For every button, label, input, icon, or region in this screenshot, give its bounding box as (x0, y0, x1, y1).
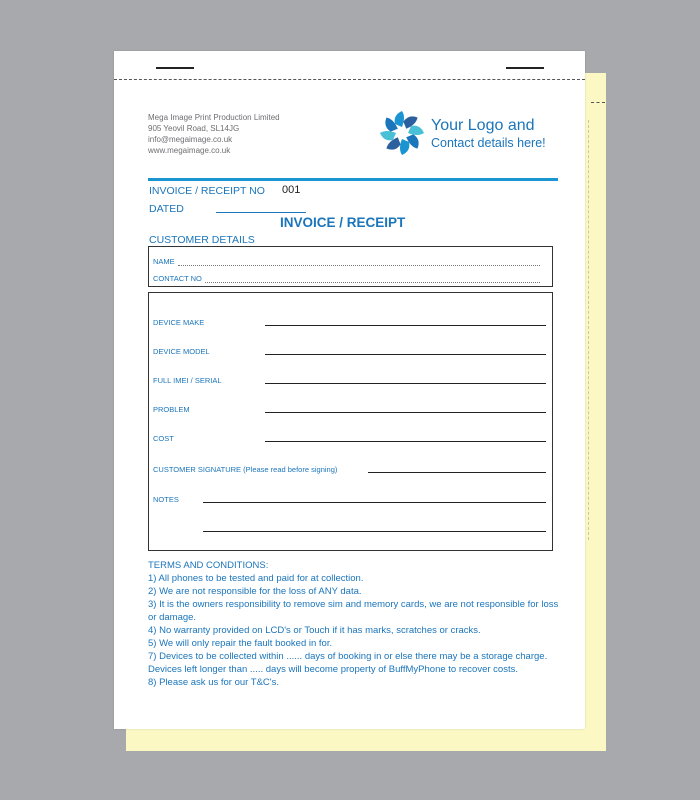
customer-details-label: CUSTOMER DETAILS (149, 234, 255, 246)
terms-item: 3) It is the owners responsibility to remove sim and memory cards, we are not responsible for loss or damage. (148, 599, 559, 623)
imei-serial-field[interactable] (265, 383, 546, 384)
terms-and-conditions (148, 559, 568, 689)
device-model-field[interactable] (265, 354, 546, 355)
notes-label: NOTES (153, 495, 179, 504)
dated-label: DATED (149, 203, 184, 215)
terms-heading: TERMS AND CONDITIONS: (148, 560, 269, 571)
device-make-field[interactable] (265, 325, 546, 326)
customer-name-row[interactable] (153, 254, 540, 266)
notes-field-line-1[interactable] (203, 502, 546, 503)
invoice-number-value: 001 (282, 184, 301, 196)
logo-line-1: Your Logo and (431, 117, 535, 134)
customer-contact-row[interactable] (153, 271, 540, 283)
device-details-box (148, 292, 553, 551)
company-address: 905 Yeovil Road, SL14JG (148, 124, 240, 133)
pinwheel-logo-icon (376, 107, 428, 159)
customer-name-label: NAME (153, 257, 175, 266)
company-email: info@megaimage.co.uk (148, 135, 233, 144)
invoice-number-label: INVOICE / RECEIPT NO (149, 185, 265, 197)
header-divider (148, 178, 558, 181)
binding-mark-right (506, 67, 544, 69)
cost-label: COST (153, 434, 174, 443)
problem-label: PROBLEM (153, 405, 190, 414)
carbon-perforation (591, 102, 605, 103)
binding-mark-left (156, 67, 194, 69)
perforation-line (114, 79, 585, 80)
customer-signature-field[interactable] (368, 472, 546, 473)
terms-item: 4) No warranty provided on LCD's or Touch if it has marks, scratches or cracks. (148, 625, 481, 636)
problem-field[interactable] (265, 412, 546, 413)
company-details (148, 112, 280, 156)
imei-serial-label: FULL IMEI / SERIAL (153, 376, 222, 385)
device-model-label: DEVICE MODEL (153, 347, 210, 356)
logo-line-2: Contact details here! (431, 136, 546, 150)
customer-contact-field[interactable] (205, 275, 540, 283)
customer-contact-label: CONTACT NO (153, 274, 202, 283)
terms-item: 8) Please ask us for our T&C's. (148, 677, 279, 688)
terms-item: 2) We are not responsible for the loss of ANY data. (148, 586, 362, 597)
logo-text (431, 117, 546, 151)
terms-item: 7) Devices to be collected within ...... days of booking in or else there may be a storage charge. Devices left longer than ..... days will become property of BuffMyPhone to recover costs. (148, 651, 548, 675)
notes-field-line-2[interactable] (203, 531, 546, 532)
logo-block (376, 107, 566, 159)
device-make-label: DEVICE MAKE (153, 318, 205, 327)
terms-item: 1) All phones to be tested and paid for at collection. (148, 573, 364, 584)
customer-signature-label: CUSTOMER SIGNATURE (Please read before signing) (153, 465, 338, 474)
invoice-sheet (114, 51, 585, 729)
cost-field[interactable] (265, 441, 546, 442)
document-title: INVOICE / RECEIPT (280, 215, 406, 230)
company-name: Mega Image Print Production Limited (148, 113, 280, 122)
dated-field-line[interactable] (216, 212, 306, 213)
carbon-edge-line (588, 120, 589, 540)
terms-item: 5) We will only repair the fault booked in for. (148, 638, 333, 649)
customer-name-field[interactable] (178, 258, 540, 266)
customer-details-box (148, 246, 553, 287)
company-website: www.megaimage.co.uk (148, 146, 231, 155)
